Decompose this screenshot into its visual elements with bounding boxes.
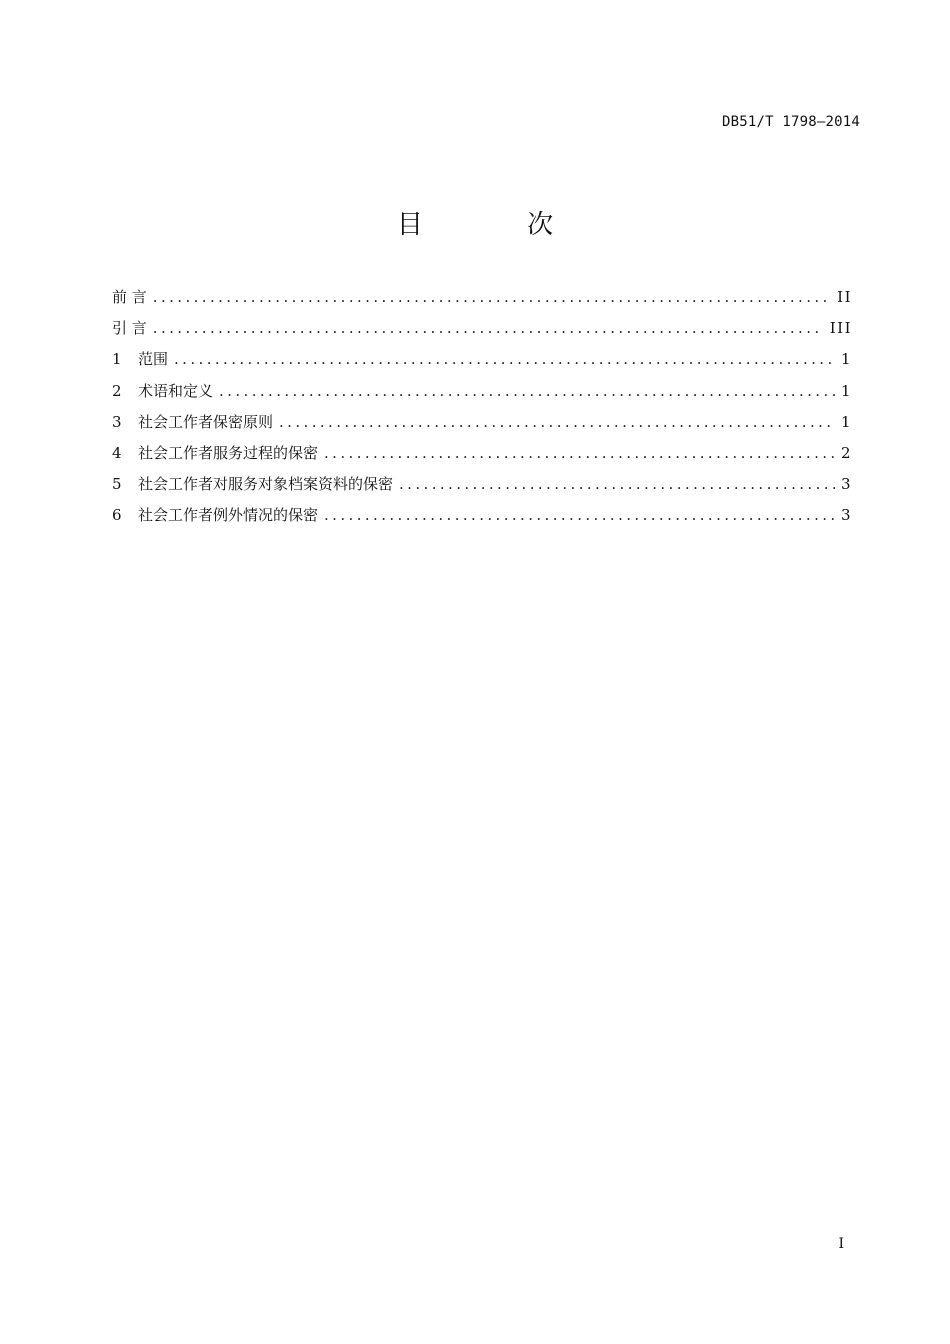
toc-entry-exceptions[interactable] [112,504,852,535]
toc-entry-label: 前 言 [112,288,147,306]
toc-entry-page: II [837,288,852,306]
toc-entry-label: 术语和定义 [138,381,214,400]
toc-entry-label: 社会工作者服务过程的保密 [138,443,319,462]
toc-entry-label: 社会工作者保密原则 [138,412,274,431]
toc-entry-terms[interactable] [112,380,852,411]
toc-entry-principles[interactable] [112,411,852,442]
toc-entry-archives[interactable] [112,473,852,504]
toc-entry-label: 社会工作者例外情况的保密 [138,506,319,525]
toc-entry-page: 1 [840,412,852,431]
toc-entry-label: 社会工作者对服务对象档案资料的保密 [138,475,394,494]
toc-entry-number: 3 [112,412,122,431]
toc-entry-label: 引 言 [112,319,147,338]
toc-entry-number: 2 [112,381,122,400]
toc-entry-page: 1 [840,381,852,400]
toc-entry-page: 1 [840,350,852,369]
toc-dot-leader [219,380,835,402]
toc-title: 目 次 [396,210,602,240]
toc-entry-number: 5 [112,475,122,494]
toc-entry-service-process[interactable] [112,442,852,473]
toc-dot-leader [153,317,824,339]
toc-entry-page: 2 [840,443,852,462]
toc-dot-leader [153,286,831,308]
toc-dot-leader [324,442,835,464]
toc-dot-leader [279,411,835,433]
toc-entry-number: 6 [112,506,122,525]
toc-entry-number: 4 [112,443,122,462]
toc-entry-foreword[interactable] [112,286,852,317]
toc-entry-label: 范围 [138,350,169,369]
toc-entry-number: 1 [112,350,122,369]
page-number: I [838,1236,844,1252]
document-code: DB51/T 1798—2014 [721,114,860,130]
toc-entry-page: 3 [840,506,852,525]
toc-dot-leader [174,348,835,370]
toc-dot-leader [399,473,835,495]
toc-entry-scope[interactable] [112,348,852,379]
toc-entry-introduction[interactable] [112,317,852,348]
toc-list [112,286,852,536]
toc-dot-leader [324,504,835,526]
toc-entry-page: III [829,319,852,338]
toc-entry-page: 3 [840,475,852,494]
